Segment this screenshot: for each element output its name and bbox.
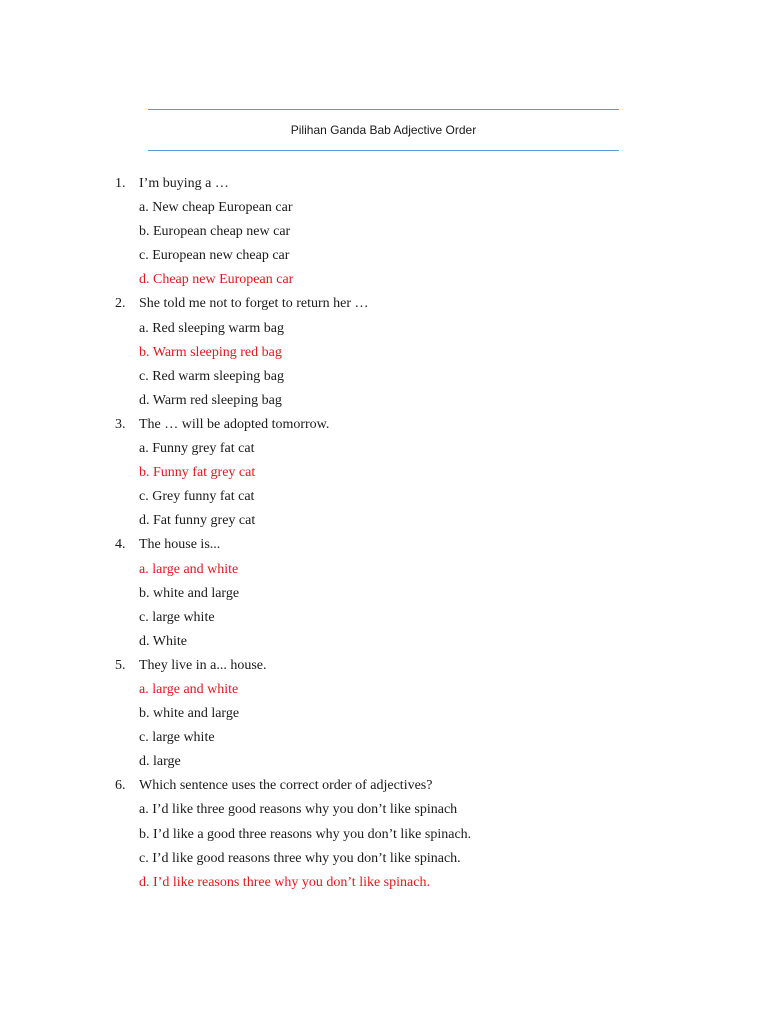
option-a: a. Red sleeping warm bag [139,320,285,336]
question-number: 2. [115,296,126,312]
option-b: b. I’d like a good three reasons why you don’t like spinach. [139,826,472,842]
option-b-correct-answer: b. Warm sleeping red bag [139,344,282,360]
option-d: d. Fat funny grey cat [139,513,256,529]
option-a: a. New cheap European car [139,200,293,216]
question-number: 6. [115,778,126,794]
option-c: c. I’d like good reasons three why you don’t like spinach. [139,850,461,866]
option-c: c. European new cheap car [139,248,290,264]
option-a: a. Funny grey fat cat [139,441,255,457]
question-number: 4. [115,537,126,553]
title-rule-bottom [148,150,619,151]
question-stem [0,174,768,198]
option-a-correct-answer: a. large and white [139,681,239,697]
option-c: c. large white [139,730,215,746]
question-6 [0,776,768,896]
question-number: 3. [115,416,126,432]
option-d: d. White [139,633,187,649]
option-b: b. European cheap new car [139,224,291,240]
question-stem [0,294,768,318]
question-text: I’m buying a … [139,176,229,191]
question-text: The house is... [139,537,221,553]
question-text: The … will be adopted tomorrow. [139,416,330,432]
question-1 [0,174,768,294]
question-stem [0,656,768,680]
question-2 [0,294,768,414]
title-rule-top [148,109,619,110]
question-text: She told me not to forget to return her … [139,296,369,312]
option-d: d. large [139,754,181,770]
question-stem [0,776,768,800]
option-d-correct-answer: d. I’d like reasons three why you don’t like spinach. [139,874,430,890]
question-stem [0,535,768,559]
document-title: Pilihan Ganda Bab Adjective Order [290,123,477,137]
question-5 [0,656,768,776]
question-number: 1. [115,176,126,191]
option-c: c. Red warm sleeping bag [139,368,285,384]
question-4 [0,535,768,655]
option-d: d. Warm red sleeping bag [139,392,282,408]
question-text: They live in a... house. [139,657,267,673]
option-a-correct-answer: a. large and white [139,561,239,577]
option-b-correct-answer: b. Funny fat grey cat [139,465,256,481]
question-number: 5. [115,657,126,673]
option-a: a. I’d like three good reasons why you don’t like spinach [139,802,458,818]
option-d-correct-answer: d. Cheap new European car [139,272,294,288]
option-b: b. white and large [139,706,240,722]
question-list [0,174,768,897]
option-c: c. large white [139,609,215,625]
question-text: Which sentence uses the correct order of adjectives? [139,778,433,794]
question-3 [0,415,768,535]
option-b: b. white and large [139,585,240,601]
option-c: c. Grey funny fat cat [139,489,255,505]
question-stem [0,415,768,439]
